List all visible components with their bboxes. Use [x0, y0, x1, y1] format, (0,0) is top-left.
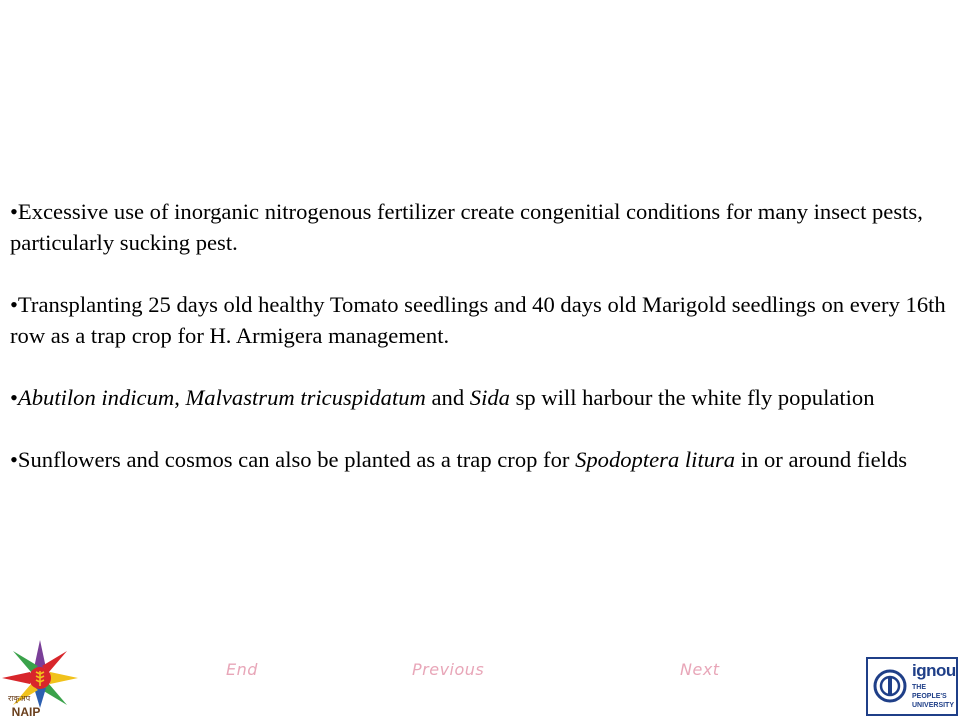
naip-script-text: राकृअप	[8, 694, 31, 703]
ignou-logo-icon	[866, 657, 958, 716]
text-run: •Excessive use of inorganic nitrogenous fertilizer create congenitial conditions for many insect pests, particularly sucking pest.	[10, 199, 923, 255]
text-run: •Transplanting 25 days old healthy Tomato seedlings and 40 days old Marigold seedlings on every 16th row as a trap crop for H. Armigera management.	[10, 292, 946, 348]
bullet-paragraph	[10, 196, 955, 258]
italic-text-run: Malvastrum tricuspidatum	[185, 385, 426, 410]
text-run: •Sunflowers and cosmos can also be planted as a trap crop for	[10, 447, 576, 472]
next-link[interactable]: Next	[680, 660, 720, 679]
slide-content	[10, 196, 955, 475]
naip-caption: NAIP	[11, 705, 41, 719]
ignou-name: ignou	[912, 661, 956, 680]
text-run: and	[425, 385, 470, 410]
end-link[interactable]: End	[226, 660, 258, 679]
italic-text-run: Sida	[469, 385, 510, 410]
ignou-tagline: THE PEOPLE'S UNIVERSITY	[912, 684, 955, 709]
text-run: ,	[174, 385, 186, 410]
bullet-paragraph	[10, 444, 955, 475]
bullet-paragraph	[10, 289, 955, 351]
previous-link[interactable]: Previous	[412, 660, 485, 679]
italic-text-run: Abutilon indicum	[17, 385, 175, 410]
text-run: sp will harbour the white fly population	[509, 385, 875, 410]
ignou-emblem-icon	[873, 669, 907, 703]
italic-text-run: Spodoptera litura	[575, 447, 736, 472]
text-run: •	[10, 385, 18, 410]
bullet-paragraph	[10, 382, 955, 413]
text-run: in or around fields	[735, 447, 908, 472]
